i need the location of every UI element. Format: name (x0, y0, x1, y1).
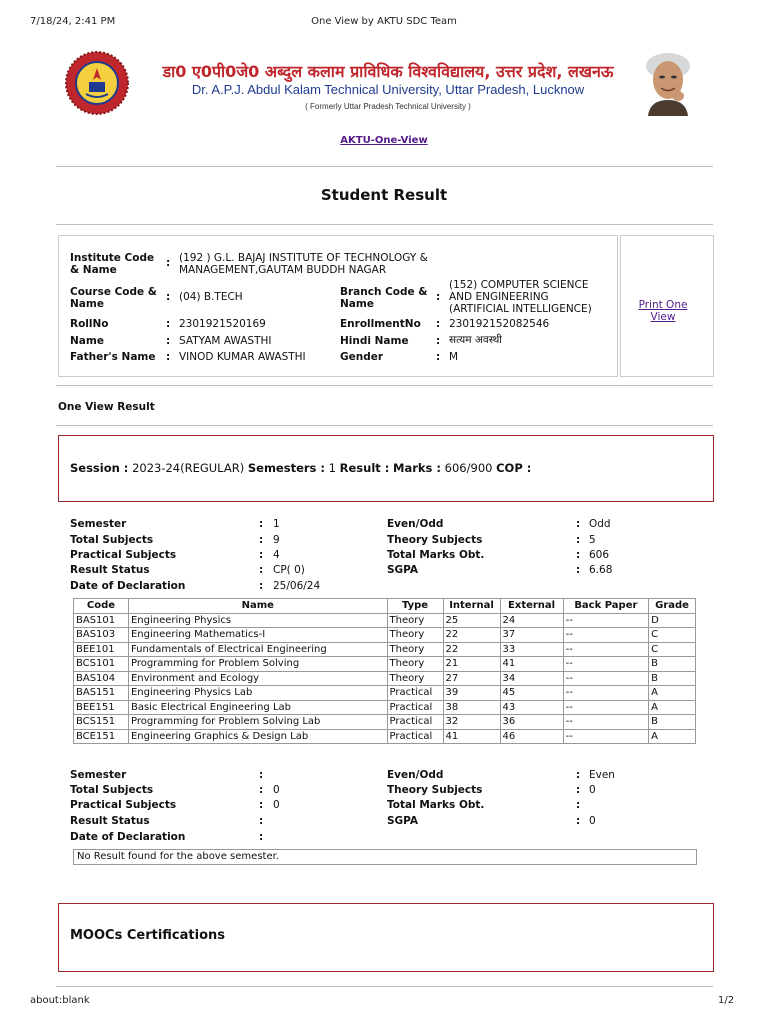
print-footer-page: 1/2 (718, 995, 735, 1006)
header-name: Name (128, 599, 387, 614)
cell: C (649, 628, 696, 643)
cell: BCS101 (74, 657, 129, 672)
cell: Theory (387, 613, 443, 628)
sem2-semester-label: Semester (70, 769, 127, 781)
session-value: 2023-24(REGULAR) (132, 461, 245, 475)
university-name-english: Dr. A.P.J. Abdul Kalam Technical University, Uttar Pradesh, Lucknow (191, 82, 585, 97)
marks-value: 606/900 (444, 461, 493, 475)
cell: Environment and Ecology (128, 671, 387, 686)
sem1-declaration-value: 25/06/24 (273, 580, 321, 592)
sem1-evenodd-value: Odd (589, 518, 611, 530)
print-page-title: One View by AKTU SDC Team (311, 16, 457, 27)
header-type: Type (387, 599, 443, 614)
cell: 24 (500, 613, 563, 628)
cell: 32 (443, 715, 500, 730)
gender-value: M (449, 351, 459, 363)
cell: -- (563, 613, 649, 628)
colon: : (576, 799, 581, 811)
cell: B (649, 657, 696, 672)
cell: Practical (387, 715, 443, 730)
cell: 25 (443, 613, 500, 628)
table-row (74, 671, 696, 686)
session-label: Session : (70, 461, 129, 475)
cell: 38 (443, 700, 500, 715)
colon: : (576, 769, 581, 781)
sem2-practical-value: 0 (273, 799, 280, 811)
sem2-sgpa-label: SGPA (387, 815, 419, 827)
father-name-label: Father's Name (70, 351, 156, 363)
table-header-row (74, 599, 696, 614)
branch-value: (152) COMPUTER SCIENCE AND ENGINEERING (ARTIFICIAL INTELLIGENCE) (449, 279, 592, 315)
cell: BAS104 (74, 671, 129, 686)
cell: Practical (387, 700, 443, 715)
cell: Engineering Mathematics-I (128, 628, 387, 643)
cell: 27 (443, 671, 500, 686)
hindi-name-value: सत्यम अवस्थी (449, 334, 503, 346)
colon: : (259, 518, 264, 530)
cell: 39 (443, 686, 500, 701)
colon: : (259, 769, 264, 781)
enroll-value: 230192152082546 (449, 318, 550, 330)
cell: 46 (500, 729, 563, 744)
cell: Programming for Problem Solving Lab (128, 715, 387, 730)
cell: BAS101 (74, 613, 129, 628)
table-row (74, 686, 696, 701)
cell: A (649, 686, 696, 701)
sem1-declaration-label: Date of Declaration (70, 580, 186, 592)
cell: Engineering Physics (128, 613, 387, 628)
sem1-status-label: Result Status (70, 564, 150, 576)
colon: : (259, 815, 264, 827)
cell: Theory (387, 628, 443, 643)
divider (56, 425, 713, 426)
result-label: Result : (339, 461, 390, 475)
sem1-semester-value: 1 (273, 518, 280, 530)
university-name-hindi: डा0 ए0पी0जे0 अब्दुल कलाम प्राविधिक विश्वविद्यालय, उत्तर प्रदेश, लखनऊ (162, 62, 614, 81)
table-row (74, 715, 696, 730)
branch-label: Branch Code & Name (340, 286, 428, 310)
colon: : (576, 534, 581, 546)
aktu-one-view-link[interactable]: AKTU-One-View (340, 135, 428, 146)
roll-label: RollNo (70, 318, 109, 330)
cell: Programming for Problem Solving (128, 657, 387, 672)
cell: -- (563, 657, 649, 672)
sem1-total-subjects-value: 9 (273, 534, 280, 546)
header-grade: Grade (649, 599, 696, 614)
cell: -- (563, 700, 649, 715)
colon: : (576, 564, 581, 576)
colon: : (436, 335, 441, 347)
sem1-marks-obt-label: Total Marks Obt. (387, 549, 485, 561)
cell: BAS151 (74, 686, 129, 701)
cell: Theory (387, 642, 443, 657)
colon: : (259, 549, 264, 561)
cell: BEE151 (74, 700, 129, 715)
cell: 36 (500, 715, 563, 730)
one-view-result-label: One View Result (58, 401, 155, 413)
sem1-semester-label: Semester (70, 518, 127, 530)
cell: Engineering Physics Lab (128, 686, 387, 701)
header-internal: Internal (443, 599, 500, 614)
enroll-label: EnrollmentNo (340, 318, 421, 330)
table-row (74, 729, 696, 744)
sem2-total-subjects-label: Total Subjects (70, 784, 154, 796)
sem1-total-subjects-label: Total Subjects (70, 534, 154, 546)
colon: : (576, 815, 581, 827)
cell: -- (563, 671, 649, 686)
cop-label: COP : (496, 461, 532, 475)
cell: D (649, 613, 696, 628)
cell: Practical (387, 729, 443, 744)
colon: : (166, 351, 171, 363)
sem1-status-value: CP( 0) (273, 564, 305, 576)
sem1-marks-obt-value: 606 (589, 549, 610, 561)
no-result-message: No Result found for the above semester. (73, 849, 697, 865)
table-row (74, 700, 696, 715)
hindi-name-label: Hindi Name (340, 335, 409, 347)
cell: Basic Electrical Engineering Lab (128, 700, 387, 715)
father-name-value: VINOD KUMAR AWASTHI (179, 351, 306, 363)
semesters-value: 1 (328, 461, 336, 475)
cell: A (649, 700, 696, 715)
sem2-practical-label: Practical Subjects (70, 799, 177, 811)
sem2-theory-value: 0 (589, 784, 596, 796)
cell: C (649, 642, 696, 657)
colon: : (259, 784, 264, 796)
cell: -- (563, 628, 649, 643)
moocs-heading: MOOCs Certifications (70, 928, 225, 943)
sem2-theory-label: Theory Subjects (387, 784, 483, 796)
semesters-label: Semesters : (247, 461, 325, 475)
sem1-practical-label: Practical Subjects (70, 549, 177, 561)
course-label: Course Code & Name (70, 286, 157, 310)
colon: : (576, 549, 581, 561)
colon: : (259, 534, 264, 546)
sem2-evenodd-label: Even/Odd (387, 769, 444, 781)
divider (56, 166, 713, 167)
portrait-image (634, 50, 702, 116)
table-row (74, 657, 696, 672)
colon: : (436, 351, 441, 363)
divider (56, 986, 713, 987)
cell: BCS151 (74, 715, 129, 730)
institute-value: (192 ) G.L. BAJAJ INSTITUTE OF TECHNOLOGY & MANAGEMENT,GAUTAM BUDDH NAGAR (179, 252, 428, 276)
colon: : (166, 318, 171, 330)
result-table (73, 598, 696, 744)
cell: B (649, 715, 696, 730)
cell: 21 (443, 657, 500, 672)
colon: : (166, 291, 171, 303)
colon: : (259, 564, 264, 576)
sem2-declaration-label: Date of Declaration (70, 831, 186, 843)
sem2-marks-obt-label: Total Marks Obt. (387, 799, 485, 811)
header-back-paper: Back Paper (563, 599, 649, 614)
sem1-sgpa-value: 6.68 (589, 564, 613, 576)
sem2-evenodd-value: Even (589, 769, 615, 781)
cell: Engineering Graphics & Design Lab (128, 729, 387, 744)
cell: 41 (443, 729, 500, 744)
sem1-theory-label: Theory Subjects (387, 534, 483, 546)
university-emblem (64, 50, 130, 116)
print-footer-url: about:blank (30, 995, 90, 1006)
cell: Theory (387, 657, 443, 672)
cell: BEE101 (74, 642, 129, 657)
sem1-practical-value: 4 (273, 549, 280, 561)
sem2-sgpa-value: 0 (589, 815, 596, 827)
cell: Fundamentals of Electrical Engineering (128, 642, 387, 657)
sem1-theory-value: 5 (589, 534, 596, 546)
cell: BAS103 (74, 628, 129, 643)
cell: 22 (443, 628, 500, 643)
colon: : (259, 831, 264, 843)
cell: Practical (387, 686, 443, 701)
university-formerly: ( Formerly Uttar Pradesh Technical University ) (305, 102, 471, 111)
cell: -- (563, 642, 649, 657)
colon: : (259, 799, 264, 811)
cell: Theory (387, 671, 443, 686)
colon: : (259, 580, 264, 592)
divider (56, 385, 713, 386)
roll-value: 2301921520169 (179, 318, 266, 330)
print-datetime: 7/18/24, 2:41 PM (30, 16, 116, 27)
header-external: External (500, 599, 563, 614)
colon: : (436, 291, 441, 303)
sem2-status-label: Result Status (70, 815, 150, 827)
sem1-sgpa-label: SGPA (387, 564, 419, 576)
marks-label: Marks : (393, 461, 442, 475)
cell: B (649, 671, 696, 686)
divider (56, 224, 713, 225)
colon: : (166, 257, 171, 269)
page-heading: Student Result (320, 186, 448, 204)
print-one-view-link[interactable]: Print One View (638, 299, 688, 323)
table-row (74, 642, 696, 657)
table-row (74, 628, 696, 643)
cell: 37 (500, 628, 563, 643)
session-line (70, 461, 531, 475)
name-label: Name (70, 335, 104, 347)
sem2-total-subjects-value: 0 (273, 784, 280, 796)
header-code: Code (74, 599, 129, 614)
table-row (74, 613, 696, 628)
cell: 41 (500, 657, 563, 672)
cell: 33 (500, 642, 563, 657)
cell: A (649, 729, 696, 744)
cell: 34 (500, 671, 563, 686)
colon: : (166, 335, 171, 347)
cell: -- (563, 715, 649, 730)
cell: -- (563, 686, 649, 701)
cell: BCE151 (74, 729, 129, 744)
sem1-evenodd-label: Even/Odd (387, 518, 444, 530)
cell: 43 (500, 700, 563, 715)
name-value: SATYAM AWASTHI (179, 335, 272, 347)
colon: : (576, 784, 581, 796)
colon: : (436, 318, 441, 330)
institute-label: Institute Code & Name (70, 252, 155, 276)
course-value: (04) B.TECH (179, 291, 243, 303)
cell: 22 (443, 642, 500, 657)
cell: -- (563, 729, 649, 744)
cell: 45 (500, 686, 563, 701)
colon: : (576, 518, 581, 530)
gender-label: Gender (340, 351, 384, 363)
